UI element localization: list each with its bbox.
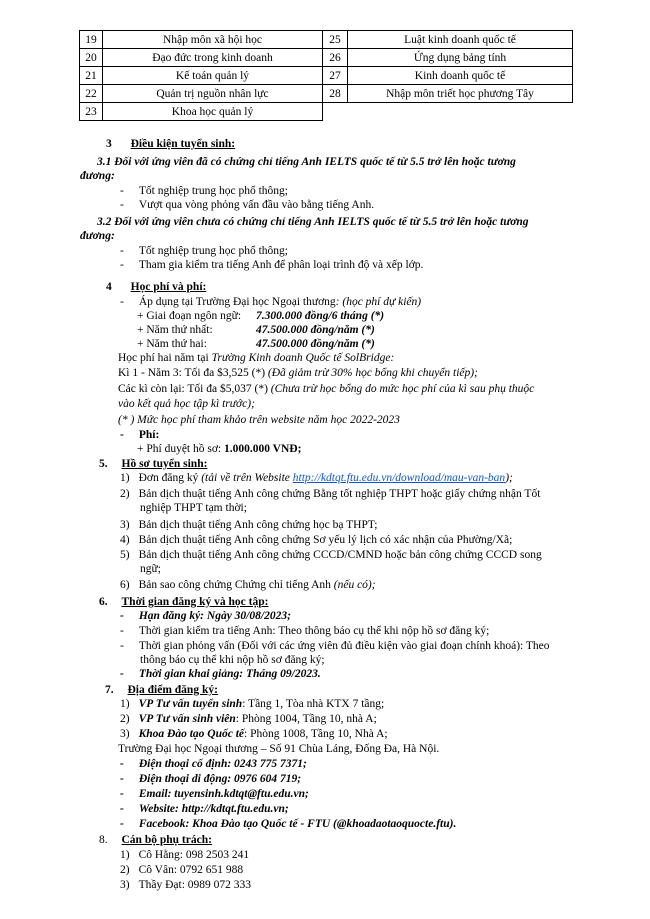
fee-row: + Phí duyệt hồ sơ: 1.000.000 VNĐ; <box>137 443 302 455</box>
section-title: Điều kiện tuyển sinh: <box>130 138 236 150</box>
list-item: 3) Khoa Đào tạo Quốc tế: Phòng 1008, Tầng 10, Nhà A; <box>120 728 388 740</box>
section-number: 5. <box>99 458 108 470</box>
list-item: 3) Thầy Đạt: 0989 072 333 <box>120 879 252 891</box>
course-number: 20 <box>80 49 103 67</box>
list-item: 5) Bản dịch thuật tiếng Anh công chứng CCCD/CMND hoặc bản công chứng CCCD song <box>120 549 542 561</box>
list-item: 2) Bản dịch thuật tiếng Anh công chứng Bằng tốt nghiệp THPT hoặc giấy chứng nhận Tốt <box>120 488 541 500</box>
section-number: 3 <box>106 138 112 150</box>
contact-item: - Website: http://kdtqt.ftu.edu.vn; <box>120 803 289 815</box>
subsection-heading: 3.1 Đối với ứng viên đã có chứng chỉ tiếng Anh IELTS quốc tế từ 5.5 trở lên hoặc tương <box>97 156 516 168</box>
course-name: Ứng dụng bảng tính <box>348 49 573 67</box>
section-title: Học phí và phí: <box>130 281 207 293</box>
list-item-cont: nghiệp THPT tạm thời; <box>140 502 247 514</box>
course-name: Kế toán quản lý <box>103 67 323 85</box>
fee-value: 7.300.000 đồng/6 tháng (*) <box>256 310 385 322</box>
section-number: 4 <box>106 281 112 293</box>
section-3-heading <box>106 137 235 151</box>
list-item: 6) Bản sao công chứng Chứng chỉ tiếng Anh (nếu có); <box>120 579 376 591</box>
template-download-link[interactable]: http://kdtqt.ftu.edu.vn/download/mau-van-ban <box>292 472 506 484</box>
table-row <box>80 67 573 85</box>
fee-value: 47.500.000 đồng/năm (*) <box>256 338 375 350</box>
course-number: 22 <box>80 85 103 103</box>
list-item-cont: thông báo cụ thể khi nộp hồ sơ đăng ký; <box>140 654 325 666</box>
paragraph: Kì 1 - Năm 3: Tối đa $3,525 (*) (Đã giảm trừ 30% học bổng khi chuyển tiếp); <box>118 367 478 379</box>
list-item: - Vượt qua vòng phỏng vấn đầu vào bằng tiếng Anh. <box>120 199 375 211</box>
paragraph: Các kì còn lại: Tối đa $5,037 (*) (Chưa trừ học bổng do mức học phí của kì sau phụ thuộc <box>118 383 535 395</box>
course-number: 19 <box>80 31 103 49</box>
list-item: 3) Bản dịch thuật tiếng Anh công chứng học bạ THPT; <box>120 519 378 531</box>
section-5-heading <box>99 457 207 471</box>
list-item: 1) Đơn đăng ký (tải về trên Website http://kdtqt.ftu.edu.vn/download/mau-van-ban); <box>120 472 513 484</box>
footnote: (* ) Mức học phí tham khảo trên website năm học 2022-2023 <box>118 414 400 426</box>
course-number <box>323 103 348 121</box>
contact-item: - Facebook: Khoa Đào tạo Quốc tế - FTU (@khoadaotaoquocte.ftu). <box>120 818 457 830</box>
table-row <box>80 49 573 67</box>
course-name: Đạo đức trong kinh doanh <box>103 49 323 67</box>
list-item: - Hạn đăng ký: Ngày 30/08/2023; <box>120 610 291 622</box>
list-item: 1) Cô Hằng: 098 2503 241 <box>120 849 250 861</box>
paragraph: Học phí hai năm tại Trường Kinh doanh Quốc tế SolBridge: <box>118 352 395 364</box>
list-item: 4) Bản dịch thuật tiếng Anh công chứng Sơ yếu lý lịch có xác nhận của Phường/Xã; <box>120 534 513 546</box>
course-table <box>79 30 573 121</box>
list-item: - Thời gian khai giảng: Tháng 09/2023. <box>120 668 321 680</box>
section-title: Hồ sơ tuyển sinh: <box>121 458 208 470</box>
course-name: Nhập môn triết học phương Tây <box>348 85 573 103</box>
contact-item: - Điện thoại cố định: 0243 775 7371; <box>120 758 307 770</box>
course-name <box>348 103 573 121</box>
section-4-heading <box>106 280 206 294</box>
subsection-heading: 3.2 Đối với ứng viên chưa có chứng chỉ tiếng Anh IELTS quốc tế từ 5.5 trở lên hoặc tương <box>97 216 529 228</box>
section-6-heading <box>99 595 268 609</box>
section-title: Cán bộ phụ trách: <box>121 834 212 846</box>
list-item: - Thời gian kiểm tra tiếng Anh: Theo thông báo cụ thể khi nộp hồ sơ đăng ký; <box>120 625 490 637</box>
paragraph-cont: vào kết quả học tập kì trước); <box>118 398 255 410</box>
fee-row: + Năm thứ hai: <box>137 338 207 350</box>
table-row <box>80 103 573 121</box>
list-item: - Tốt nghiệp trung học phổ thông; <box>120 245 289 257</box>
section-8-heading <box>99 833 212 847</box>
fee-row: + Năm thứ nhất: <box>137 324 213 336</box>
course-number: 23 <box>80 103 103 121</box>
list-item: 2) Cô Vân: 0792 651 988 <box>120 864 244 876</box>
list-item: - Tham gia kiểm tra tiếng Anh để phân loại trình độ và xếp lớp. <box>120 259 424 271</box>
course-number: 21 <box>80 67 103 85</box>
course-name: Luật kinh doanh quốc tế <box>348 31 573 49</box>
list-item: 1) VP Tư vấn tuyển sinh: Tầng 1, Tòa nhà KTX 7 tầng; <box>120 698 385 710</box>
course-name: Quản trị nguồn nhân lực <box>103 85 323 103</box>
list-item: - Phí: <box>120 429 160 441</box>
fee-value: 47.500.000 đồng/năm (*) <box>256 324 375 336</box>
course-number: 25 <box>323 31 348 49</box>
course-name: Khoa học quản lý <box>103 103 323 121</box>
contact-item: - Email: tuyensinh.kdtqt@ftu.edu.vn; <box>120 788 309 800</box>
course-number: 26 <box>323 49 348 67</box>
list-item: - Thời gian phỏng vấn (Đối với các ứng viên đủ điều kiện vào giai đoạn chính khoá): Theo <box>120 640 550 652</box>
course-number: 28 <box>323 85 348 103</box>
subsection-heading-cont: đương: <box>80 230 115 242</box>
contact-item: - Điện thoại di động: 0976 604 719; <box>120 773 302 785</box>
section-7-heading <box>105 683 218 697</box>
section-number: 7. <box>105 684 114 696</box>
section-title: Thời gian đăng ký và học tập: <box>121 596 269 608</box>
table-row <box>80 85 573 103</box>
list-item-cont: ngữ; <box>140 563 161 575</box>
list-item: - Tốt nghiệp trung học phổ thông; <box>120 185 289 197</box>
section-number: 6. <box>99 596 108 608</box>
list-item: - Áp dụng tại Trường Đại học Ngoại thương: (học phí dự kiến) <box>120 296 422 308</box>
subsection-heading-cont: đương: <box>80 170 115 182</box>
address: Trường Đại học Ngoại thương – Số 91 Chùa Láng, Đống Đa, Hà Nội. <box>118 743 440 755</box>
section-number: 8. <box>99 834 108 846</box>
section-title: Địa điểm đăng ký: <box>127 684 218 696</box>
table-row <box>80 31 573 49</box>
fee-row: + Giai đoạn ngôn ngữ: <box>137 310 242 322</box>
course-number: 27 <box>323 67 348 85</box>
list-item: 2) VP Tư vấn sinh viên: Phòng 1004, Tầng 10, nhà A; <box>120 713 377 725</box>
course-name: Kinh doanh quốc tế <box>348 67 573 85</box>
course-name: Nhập môn xã hội học <box>103 31 323 49</box>
